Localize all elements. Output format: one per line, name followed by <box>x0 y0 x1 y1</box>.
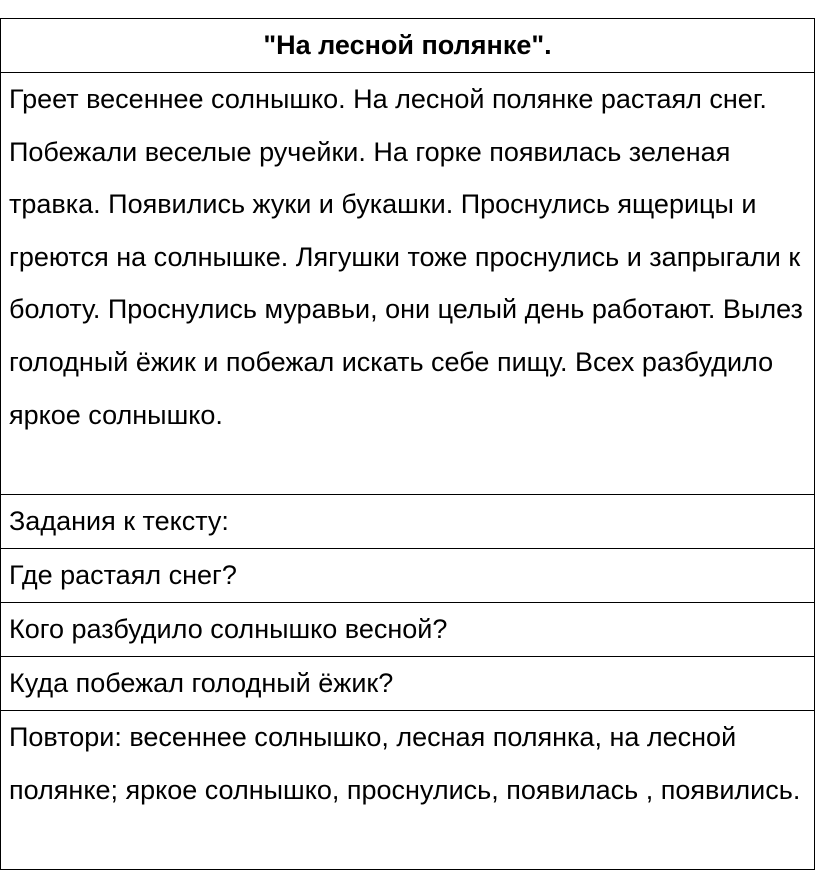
repeat-text: Повтори: весеннее солнышко, лесная полянка, на лесной полянке; яркое солнышко, проснулись, появилась , появились. <box>1 711 815 870</box>
tasks-heading-row <box>1 495 815 549</box>
question-1: Где растаял снег? <box>1 549 815 603</box>
story-text: Греет весеннее солнышко. На лесной полянке растаял снег. Побежали веселые ручейки. На горке появилась зеленая травка. Появились жуки и букашки. Проснулись ящерицы и греются на солнышке. Лягушки тоже проснулись и запрыгали к болоту. Проснулись муравьи, они целый день работают. Вылез голодный ёжик и побежал искать себе пищу. Всех разбудило яркое солнышко. <box>1 73 815 495</box>
story-row <box>1 73 815 495</box>
question-row-3 <box>1 657 815 711</box>
tasks-heading: Задания к тексту: <box>1 495 815 549</box>
question-row-2 <box>1 603 815 657</box>
question-row-1 <box>1 549 815 603</box>
question-2: Кого разбудило солнышко весной? <box>1 603 815 657</box>
repeat-row <box>1 711 815 870</box>
worksheet-table <box>0 18 815 870</box>
worksheet-title: "На лесной полянке". <box>1 19 815 73</box>
title-row <box>1 19 815 73</box>
question-3: Куда побежал голодный ёжик? <box>1 657 815 711</box>
